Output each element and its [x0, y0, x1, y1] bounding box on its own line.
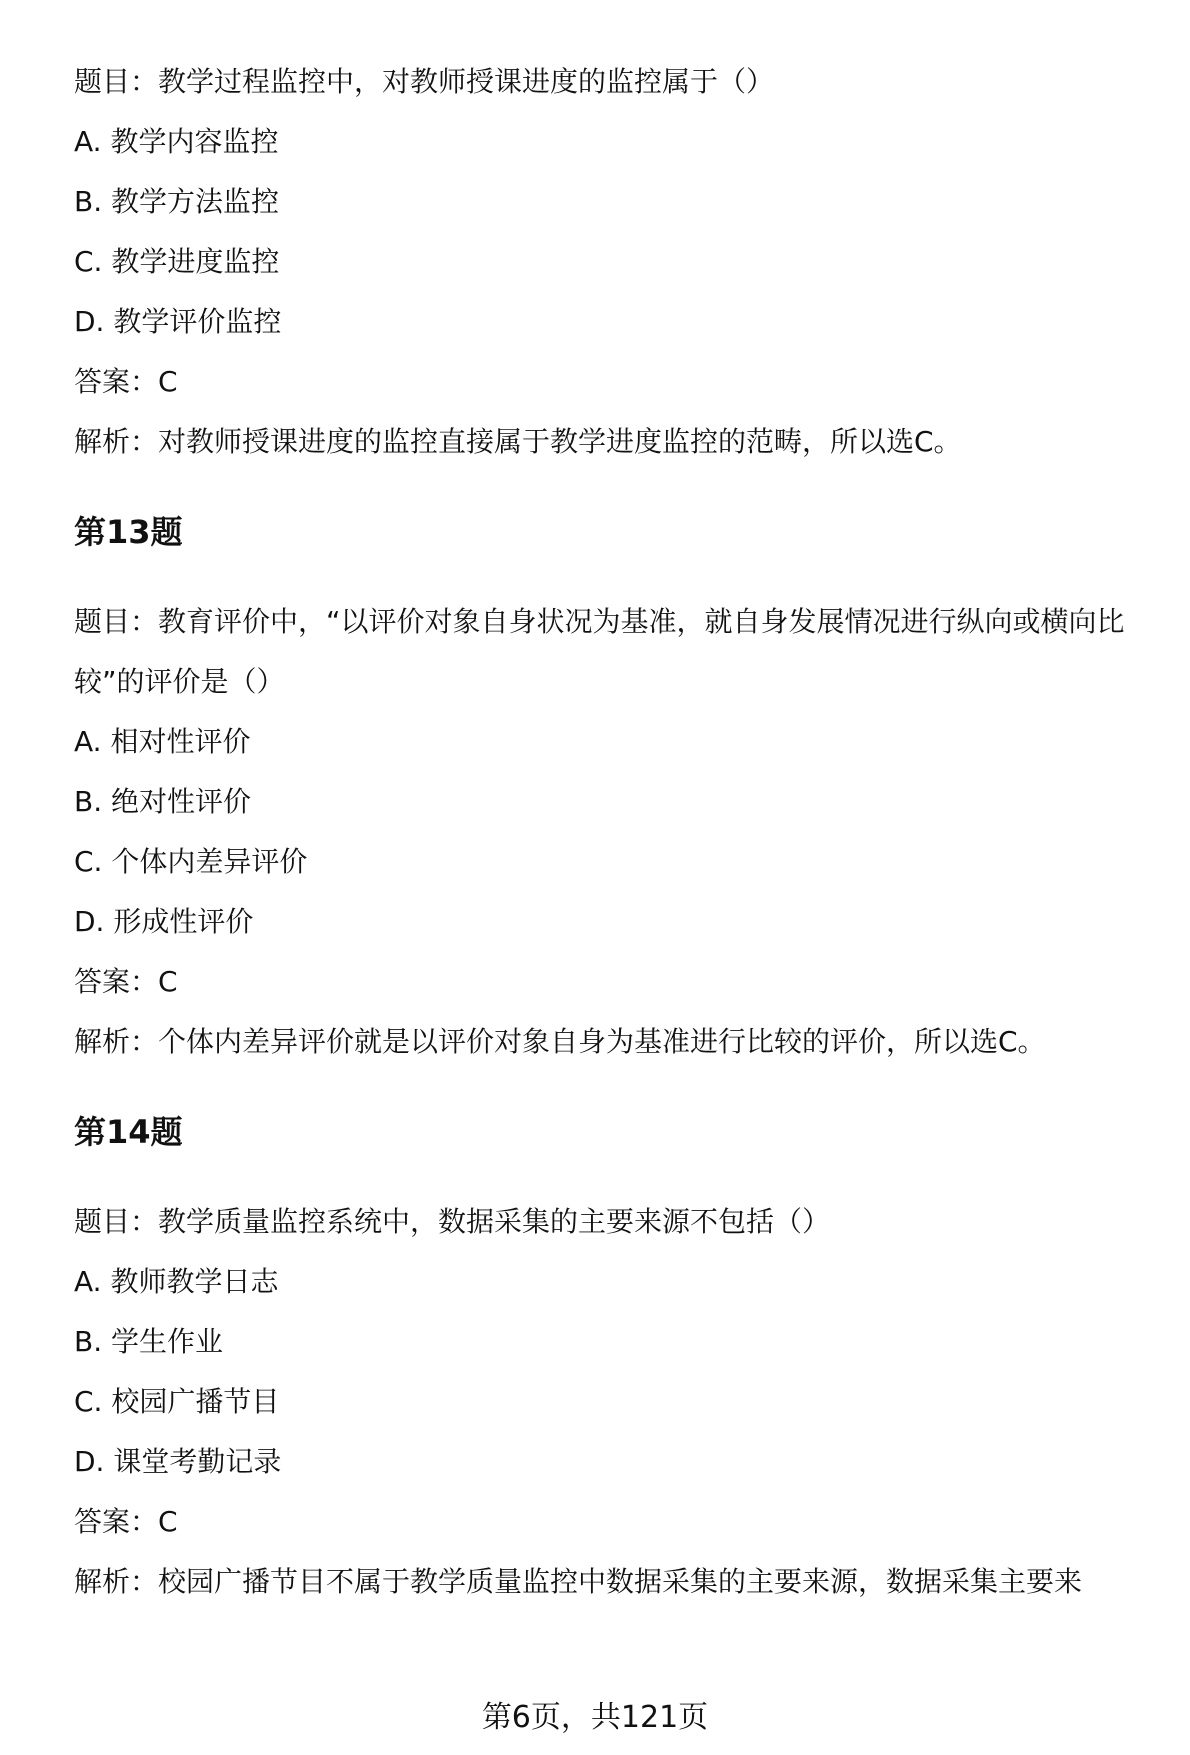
option-a: A. 教学内容监控	[74, 125, 279, 158]
option-d: D. 形成性评价	[74, 905, 254, 938]
answer: 答案：C	[74, 1505, 178, 1538]
question-stem: 题目：教育评价中，“以评价对象自身状况为基准，就自身发展情况进行纵向或横向比较”的评价是（）	[74, 605, 1125, 698]
page-number-footer: 第6页，共121页	[481, 1700, 709, 1735]
option-b: B. 学生作业	[74, 1325, 224, 1358]
analysis: 解析：个体内差异评价就是以评价对象自身为基准进行比较的评价，所以选C。	[74, 1025, 1046, 1058]
option-b: B. 教学方法监控	[74, 185, 280, 218]
option-c: C. 教学进度监控	[74, 245, 280, 278]
question-14	[74, 1192, 1134, 1612]
analysis: 解析：对教师授课进度的监控直接属于教学进度监控的范畴，所以选C。	[74, 425, 962, 458]
question-stem: 题目：教学过程监控中，对教师授课进度的监控属于（）	[74, 65, 775, 98]
question-12	[74, 52, 1134, 472]
question-stem: 题目：教学质量监控系统中，数据采集的主要来源不包括（）	[74, 1205, 831, 1238]
answer: 答案：C	[74, 365, 178, 398]
answer: 答案：C	[74, 965, 178, 998]
option-a: A. 相对性评价	[74, 725, 251, 758]
option-b: B. 绝对性评价	[74, 785, 252, 818]
page-content	[74, 52, 1134, 1612]
option-c: C. 校园广播节目	[74, 1385, 280, 1418]
option-d: D. 课堂考勤记录	[74, 1445, 282, 1478]
option-d: D. 教学评价监控	[74, 305, 282, 338]
question-13	[74, 592, 1134, 1072]
question-13-title: 第13题	[74, 513, 183, 551]
option-c: C. 个体内差异评价	[74, 845, 308, 878]
option-a: A. 教师教学日志	[74, 1265, 279, 1298]
analysis: 解析：校园广播节目不属于教学质量监控中数据采集的主要来源，数据采集主要来	[74, 1565, 1083, 1598]
question-14-title: 第14题	[74, 1113, 183, 1151]
